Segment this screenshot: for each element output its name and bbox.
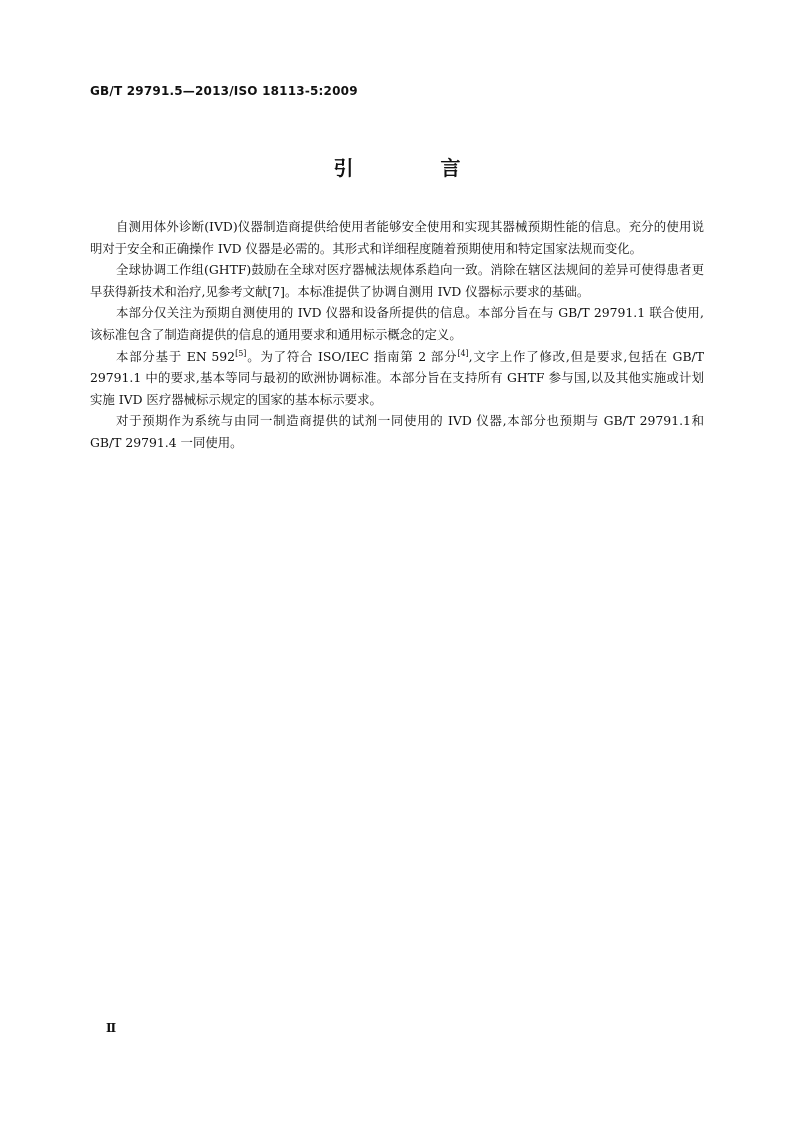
standard-code: GB/T 29791.5—2013/ISO 18113-5:2009 bbox=[90, 84, 358, 98]
paragraph-basis bbox=[90, 346, 704, 411]
page-title: 引 言 bbox=[333, 156, 501, 180]
paragraph-ivd-info: 自测用体外诊断(IVD)仪器制造商提供给使用者能够安全使用和实现其器械预期性能的信息。充分的使用说明对于安全和正确操作 IVD 仪器是必需的。其形式和详细程度随着预期使用和特定国家法规而变化。 bbox=[90, 219, 704, 256]
basis-text-part-2: 。为了符合 ISO/IEC 指南第 2 部分 bbox=[246, 348, 458, 364]
page-number: Ⅱ bbox=[106, 1021, 117, 1035]
reference-4: [4] bbox=[457, 348, 469, 358]
body-text bbox=[90, 216, 704, 454]
basis-text-part-1: 本部分基于 EN 592 bbox=[116, 348, 236, 364]
paragraph-system-use: 对于预期作为系统与由同一制造商提供的试剂一同使用的 IVD 仪器,本部分也预期与 GB/T 29791.1和 GB/T 29791.4 一同使用。 bbox=[90, 413, 704, 450]
paragraph-ghtf: 全球协调工作组(GHTF)鼓励在全球对医疗器械法规体系趋向一致。消除在辖区法规间的差异可使得患者更早获得新技术和治疗,见参考文献[7]。本标准提供了协调自测用 IVD 仪器标示要求的基础。 bbox=[90, 262, 704, 299]
reference-5: [5] bbox=[235, 348, 247, 358]
paragraph-scope: 本部分仅关注为预期自测使用的 IVD 仪器和设备所提供的信息。本部分旨在与 GB/T 29791.1 联合使用,该标准包含了制造商提供的信息的通用要求和通用标示概念的定义。 bbox=[90, 305, 704, 342]
basis-text-part-3: ,文字上作了修改,但是要求,包括在 GB/T 29791.1 中的要求,基本等同与最初的欧洲协调标准。本部分旨在支持所有 GHTF 参与国,以及其他实施或计划实施 IVD 医疗器械标示规定的国家的基本标示要求。 bbox=[90, 348, 704, 407]
